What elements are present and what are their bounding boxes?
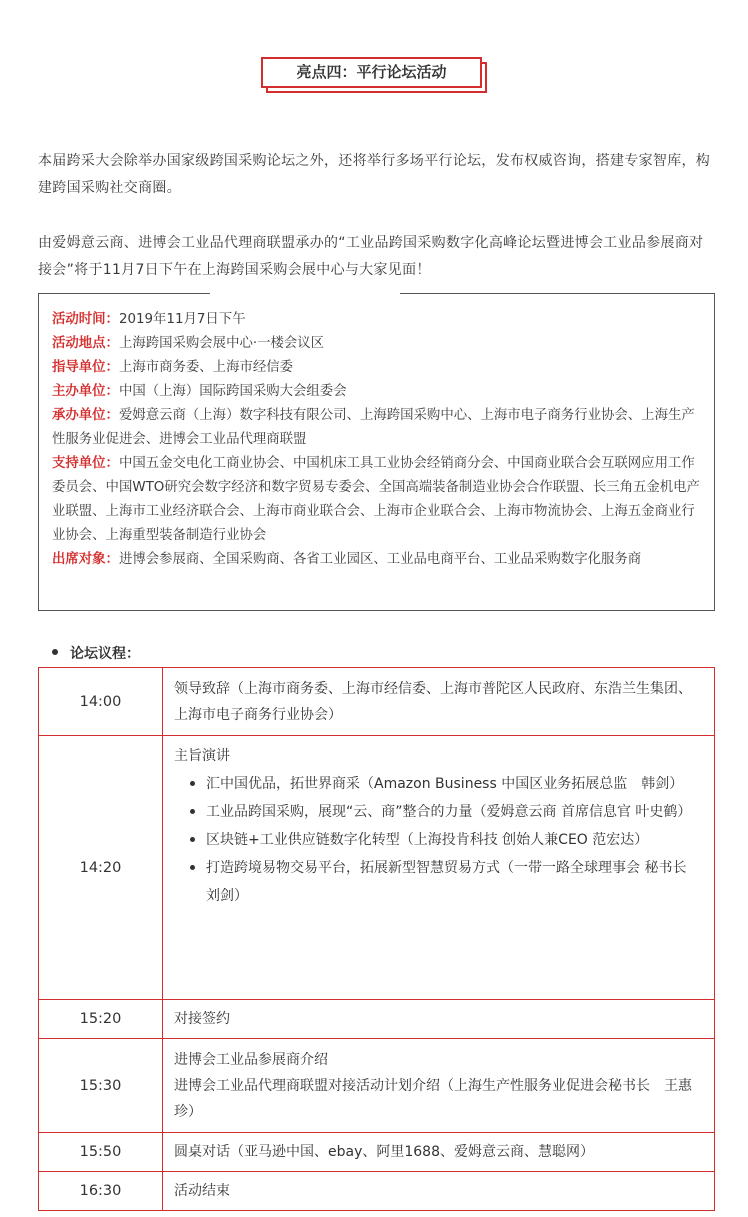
info-value: 进博会参展商、全国采购商、各省工业园区、工业品电商平台、工业品采购数字化服务商 bbox=[118, 552, 642, 567]
info-label: 活动地点： bbox=[52, 336, 119, 351]
list-item bbox=[174, 854, 704, 910]
info-value: 爱姆意云商（上海）数字科技有限公司、上海跨国采购中心、上海市电子商务行业协会、上海生产性服务业促进会、进博会工业品代理商联盟 bbox=[52, 408, 695, 447]
time-cell: 14:00 bbox=[39, 668, 163, 736]
desc-cell bbox=[163, 736, 715, 1000]
info-label: 出席对象： bbox=[52, 552, 119, 567]
time-cell: 15:30 bbox=[39, 1039, 163, 1133]
section-title: 亮点四：平行论坛活动 bbox=[261, 57, 482, 88]
agenda-heading-text: 论坛议程： bbox=[70, 646, 140, 662]
table-row bbox=[39, 668, 715, 736]
time-cell: 16:30 bbox=[39, 1172, 163, 1211]
desc-cell bbox=[163, 1039, 715, 1133]
time-cell: 15:20 bbox=[39, 1000, 163, 1039]
desc-cell bbox=[163, 1172, 715, 1211]
list-item bbox=[174, 826, 704, 854]
table-row bbox=[39, 1000, 715, 1039]
info-box-top-gap bbox=[210, 291, 400, 295]
info-value: 中国五金交电化工商业协会、中国机床工具工业协会经销商分会、中国商业联合会互联网应用工作委员会、中国WTO研究会数字经济和数字贸易专委会、全国高端装备制造业协会合作联盟、长三角五金机电产业联盟、上海市工业经济联合会、上海市商业联合会、上海市企业联合会、上海市物流协会、上海五金商业行业协会、上海重型装备制造行业协会 bbox=[52, 456, 700, 543]
keynote-title: 主旨演讲 bbox=[174, 748, 230, 764]
list-item bbox=[174, 770, 704, 798]
desc-cell bbox=[163, 1133, 715, 1172]
desc-line: 进博会工业品参展商介绍 bbox=[174, 1051, 328, 1068]
desc-line: 圆桌对话（亚马逊中国、ebay、阿里1688、爱姆意云商、慧聪网） bbox=[174, 1144, 594, 1160]
agenda-table bbox=[38, 667, 715, 1211]
info-row-attendees bbox=[52, 548, 702, 572]
desc-line: 进博会工业品代理商联盟对接活动计划介绍（上海生产性服务业促进会秘书长 王惠珍） bbox=[174, 1077, 692, 1120]
agenda-heading bbox=[52, 642, 140, 666]
info-value: 2019年11月7日下午 bbox=[118, 312, 246, 327]
intro-paragraph-2: 由爱姆意云商、进博会工业品代理商联盟承办的“工业品跨国采购数字化高峰论坛暨进博会工业品参展商对接会”将于11月7日下午在上海跨国采购会展中心与大家见面！ bbox=[38, 235, 704, 278]
info-label: 支持单位： bbox=[52, 456, 119, 471]
table-row bbox=[39, 1172, 715, 1211]
info-row-support bbox=[52, 452, 702, 548]
info-row-organizer bbox=[52, 404, 702, 452]
event-info-box bbox=[38, 293, 715, 611]
info-label: 活动时间： bbox=[52, 312, 119, 327]
list-item-text: 打造跨境易物交易平台，拓展新型智慧贸易方式（一带一路全球理事会 秘书长 刘剑） bbox=[206, 860, 687, 904]
list-item-text: 区块链+工业供应链数字化转型（上海投肯科技 创始人兼CEO 范宏达） bbox=[206, 832, 649, 848]
info-row-host bbox=[52, 380, 702, 404]
intro-paragraph-1: 本届跨采大会除举办国家级跨国采购论坛之外，还将举行多场平行论坛，发布权威咨询，搭建专家智库，构建跨国采购社交商圈。 bbox=[38, 153, 711, 196]
list-item bbox=[174, 798, 704, 826]
bullet-icon bbox=[190, 865, 195, 870]
bullet-icon bbox=[190, 809, 195, 814]
time-cell: 15:50 bbox=[39, 1133, 163, 1172]
list-item-text: 汇中国优品，拓世界商采（Amazon Business 中国区业务拓展总监 韩剑） bbox=[206, 776, 684, 792]
info-row-location bbox=[52, 332, 702, 356]
bullet-icon bbox=[190, 781, 195, 786]
section-title-frame bbox=[261, 57, 489, 95]
info-row-time bbox=[52, 308, 702, 332]
table-row bbox=[39, 1133, 715, 1172]
table-row bbox=[39, 736, 715, 1000]
desc-line: 活动结束 bbox=[174, 1183, 230, 1199]
bullet-icon bbox=[190, 837, 195, 842]
desc-line: 对接签约 bbox=[174, 1011, 230, 1027]
info-row-guidance bbox=[52, 356, 702, 380]
desc-cell bbox=[163, 1000, 715, 1039]
desc-line: 领导致辞（上海市商务委、上海市经信委、上海市普陀区人民政府、东浩兰生集团、上海市电子商务行业协会） bbox=[174, 680, 692, 723]
info-label: 指导单位： bbox=[52, 360, 119, 375]
info-value: 上海市商务委、上海市经信委 bbox=[118, 360, 294, 375]
info-label: 承办单位： bbox=[52, 408, 119, 423]
desc-cell bbox=[163, 668, 715, 736]
info-value: 中国（上海）国际跨国采购大会组委会 bbox=[118, 384, 347, 399]
list-item-text: 工业品跨国采购，展现“云、商”整合的力量（爱姆意云商 首席信息官 叶史鹤） bbox=[206, 804, 692, 820]
bullet-icon bbox=[52, 649, 58, 655]
table-row bbox=[39, 1039, 715, 1133]
time-cell: 14:20 bbox=[39, 736, 163, 1000]
info-label: 主办单位： bbox=[52, 384, 119, 399]
info-value: 上海跨国采购会展中心·一楼会议区 bbox=[118, 336, 325, 351]
